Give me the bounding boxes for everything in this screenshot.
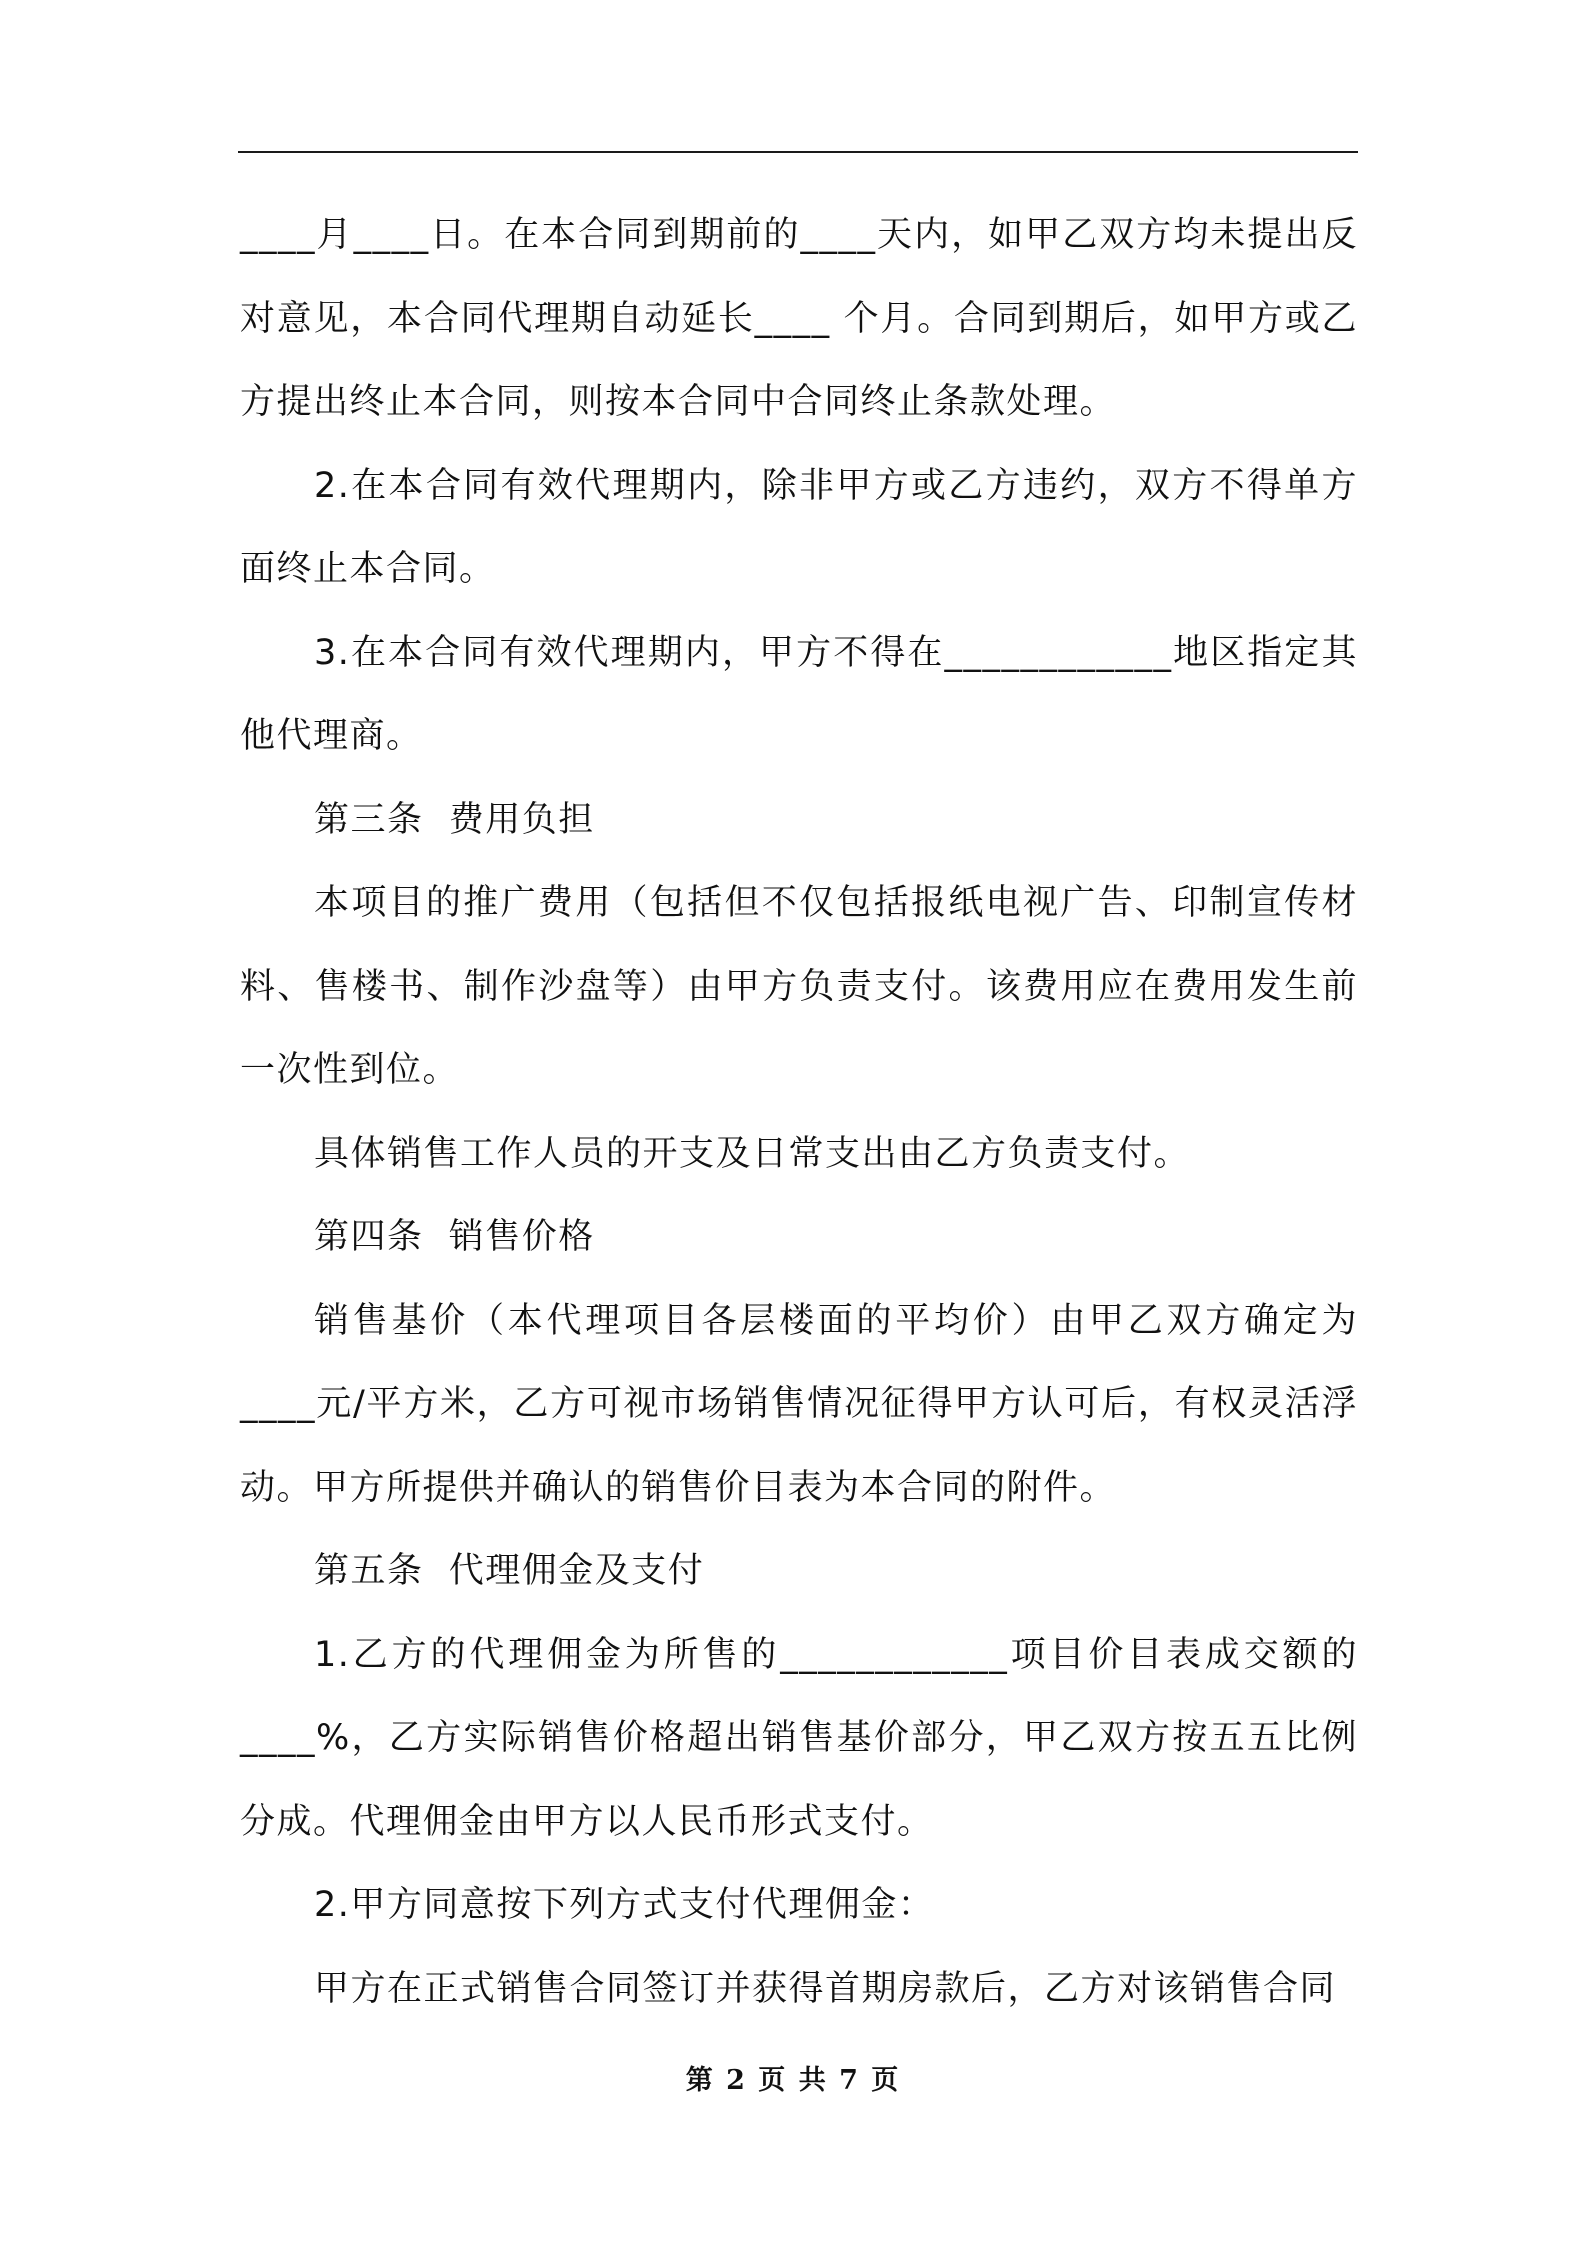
- paragraph-continuation: ____月____日。在本合同到期前的____天内，如甲乙双方均未提出反对意见，本合同代理期自动延长____ 个月。合同到期后，如甲方或乙方提出终止本合同，则按本合同中合同终止条款处理。: [240, 215, 1358, 422]
- paragraph-clause-2: 2.在本合同有效代理期内，除非甲方或乙方违约，双方不得单方面终止本合同。: [240, 465, 1358, 589]
- paragraph-payment-terms: 甲方在正式销售合同签订并获得首期房款后，乙方对该销售合同: [314, 1968, 1337, 2009]
- section-heading-article-4: 第四条 销售价格: [314, 1217, 595, 1257]
- paragraph-commission-2: 2.甲方同意按下列方式支付代理佣金：: [314, 1885, 935, 1925]
- paragraph-promotion-costs: 本项目的推广费用（包括但不仅包括报纸电视广告、印制宣传材料、售楼书、制作沙盘等）由甲方负责支付。该费用应在费用发生前一次性到位。: [240, 883, 1358, 1090]
- header-rule: [238, 151, 1358, 153]
- document-body: [240, 194, 1358, 2031]
- section-heading-article-3: 第三条 费用负担: [314, 799, 595, 840]
- paragraph-clause-3: 3.在本合同有效代理期内，甲方不得在____________地区指定其他代理商。: [240, 632, 1358, 756]
- paragraph-staff-costs: 具体销售工作人员的开支及日常支出由乙方负责支付。: [314, 1133, 1191, 1174]
- paragraph-base-price: 销售基价（本代理项目各层楼面的平均价）由甲乙双方确定为____元/平方米，乙方可视市场销售情况征得甲方认可后，有权灵活浮动。甲方所提供并确认的销售价目表为本合同的附件。: [240, 1300, 1358, 1508]
- page-number-footer: 第 2 页 共 7 页: [685, 2065, 901, 2096]
- paragraph-commission-1: 1.乙方的代理佣金为所售的____________项目价目表成交额的____%，乙方实际销售价格超出销售基价部分，甲乙双方按五五比例分成。代理佣金由甲方以人民币形式支付。: [240, 1634, 1358, 1842]
- section-heading-article-5: 第五条 代理佣金及支付: [314, 1551, 705, 1591]
